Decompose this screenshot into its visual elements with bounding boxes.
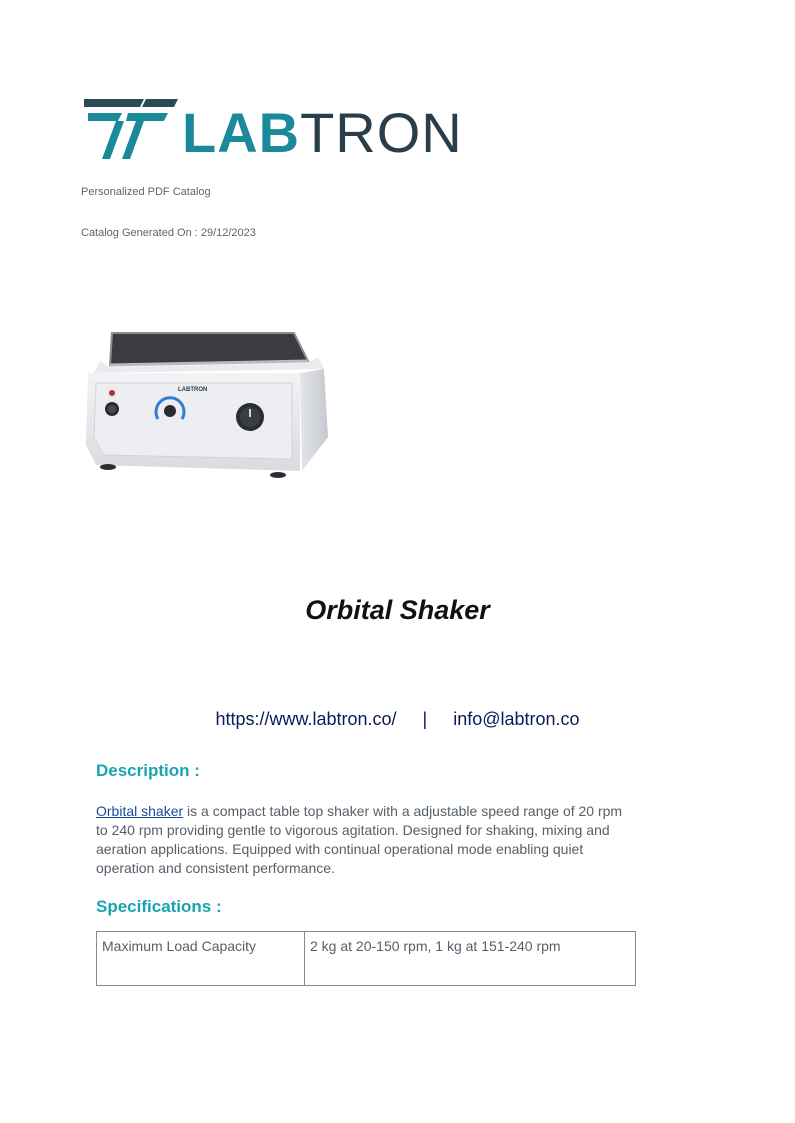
personalized-catalog-label: Personalized PDF Catalog — [81, 186, 211, 198]
orbital-shaker-image — [82, 325, 330, 483]
spec-key: Maximum Load Capacity — [97, 932, 305, 986]
table-row — [97, 932, 636, 986]
logo-wordmark-bold: LAB — [182, 101, 301, 164]
description-text — [96, 802, 636, 878]
logo-wordmark — [182, 101, 463, 164]
contact-line — [0, 709, 795, 730]
catalog-generated-date: Catalog Generated On : 29/12/2023 — [81, 227, 256, 239]
contact-separator: | — [422, 709, 428, 729]
labtron-logo-mark-icon — [82, 97, 180, 161]
spec-value: 2 kg at 20-150 rpm, 1 kg at 151-240 rpm — [305, 932, 636, 986]
labtron-logo — [82, 97, 463, 164]
product-title: Orbital Shaker — [305, 595, 490, 625]
description-heading: Description : — [96, 761, 200, 780]
email-link[interactable]: info@labtron.co — [453, 709, 580, 729]
specifications-table — [96, 931, 636, 986]
website-link[interactable]: https://www.labtron.co/ — [215, 709, 397, 729]
logo-wordmark-regular: TRON — [300, 101, 463, 164]
orbital-shaker-link[interactable]: Orbital shaker — [96, 803, 184, 819]
panel-brand-text: LABTRON — [178, 387, 208, 393]
specifications-heading: Specifications : — [96, 897, 222, 916]
description-body: is a compact table top shaker with a adjustable speed range of 20 rpm to 240 rpm providing gentle to vigorous agitation. Designed for shaking, mixing and aeration applications. Equipped with continual operational mode enabling quiet operation and consistent performance. — [96, 803, 623, 876]
